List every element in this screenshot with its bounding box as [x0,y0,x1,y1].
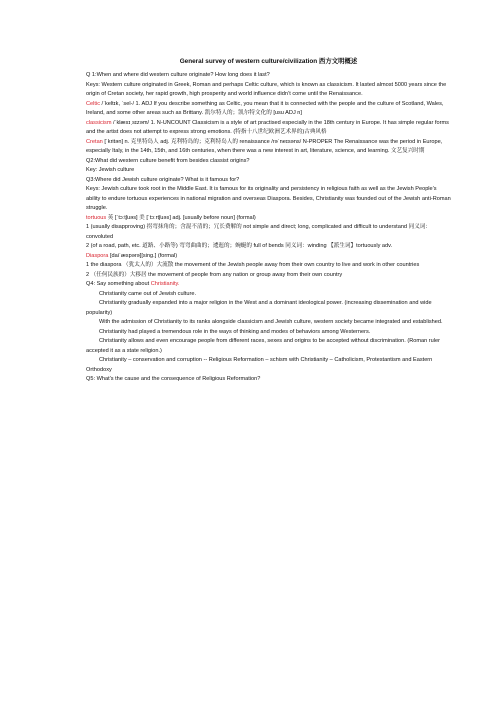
def-classicism: /ˈklæsɪˌsɪzəm/ 1. N-UNCOUNT Classicism is a style of art practised especially in the 18th century in Europe. It has simple regular forms and the artist does not attempt to express strong emotions. (特指十八世纪欧洲艺术界的)古典风格 [86,119,449,135]
term-classicism: classicism [86,119,112,126]
question-1: Q 1:When and where did western culture originate? How long does it last? [86,72,270,78]
answer-2: Key: Jewish culture [86,167,135,173]
question-2: Q2:What did western culture benefit from besides classist origins? [86,157,250,164]
def-celtic: /ˈkeltɪk, ˈsel-/ 1. ADJ If you describe something as Celtic, you mean that it is connected with the people and the culture of Scotland, Wales, Ireland, and some other areas such as Brittany. 凯尔特人的；凯尔特文化的 [usu ADJ n] [86,100,444,116]
christianity-point-5: Christianity allows and even encourage people from different races, sexes and origins to be accepted without discrimination. (Roman ruler accepted it as a state religion.) [86,338,440,354]
christianity-point-2: Christianity gradually expanded into a major religion in the West and a dominant ideological power. (increasing dissemination and wide popularity) [86,300,432,316]
question-3: Q3:Where did Jewish culture originate? What is it famous for? [86,176,240,183]
christianity-point-1: Christianity came out of Jewish culture. [99,290,196,297]
diaspora-sense-2: 2 （任何民族的）大移居 the movement of people from any nation or group away from their own country [86,271,343,278]
term-christianity: Christianity. [150,281,180,287]
def-cretan: [ˈkritən] n. 克里特岛人 adj. 克利特岛的；克利特岛人的 renaissance /rəˈneɪsəns/ N-PROPER The Renaissance was the period in Europe, especially Italy, in the 14th, 15th, and 16th centuries, when there was a new interest in art, literature, science, and learning. 文艺复兴时期 [86,138,443,154]
document-title: General survey of western culture/civilization 西方文明概述 [179,58,358,65]
term-tortuous: tortuous [86,214,107,221]
gloss-classicism [86,119,451,138]
pron-diaspora: [daiˈæspərə][sing.] (formal) [108,252,178,259]
diaspora-sense-1: 1 the diaspora （犹太人的）大流散 the movement of the Jewish people away from their own country to live and work in other countries [86,262,420,268]
christianity-point-6: Christianity – conservation and corruption -- Religious Reformation – schism with Christianity – Catholicism, Protestantism and Eastern Orthodoxy [86,357,433,373]
term-diaspora: Diaspora [86,252,109,259]
tortuous-sense-2: 2 (of a road, path, etc. 道路、小路等) 弯弯曲曲的；逶迤的；蜿蜒的 full of bends 同义词：winding 【派生词】tortuously adv. [86,243,393,249]
answer-1: Keys: Western culture originated in Greek, Roman and perhaps Celtic culture, which is known as classicism. It lasted almost 5000 years since the origin of Cretan society, her rapid growth, high prosperity and world influence didn’t come until the Renaissance. [86,81,447,97]
question-4-text: Q4: Say something about [86,281,151,287]
term-cretan: Cretan [86,138,103,145]
question-5: Q5: What’s the cause and the consequence of Religious Reformation? [86,376,261,382]
gloss-celtic [86,100,451,119]
pron-tortuous: 英 [ˈtɔːtʃuəs] 美 [ˈtɔːrtʃuəs] adj. [usually before noun] (formal) [106,214,256,221]
gloss-cretan [86,138,451,157]
term-celtic: Celtic [86,100,100,107]
answer-3: Keys: Jewish culture took root in the Middle East. It is famous for its originality and persistency in religious faith as well as the Jewish People’s ability to endure tortuous experiences in national migration and overseas Diaspora. Besides, Christianity was founded out of the Jewish anti-Roman struggle. [86,186,451,211]
gloss-tortuous [86,214,451,224]
christianity-point-4: Christianity had played a tremendous role in the ways of thinking and modes of behaviors among Westerners. [99,328,371,335]
christianity-point-3: With the admission of Christianity to its ranks alongside classicism and Jewish culture, western society became integrated and established. [99,319,443,325]
tortuous-sense-1: 1 (usually disapproving) 拐弯抹角的；含混不清的；冗长费解的 not simple and direct; long, complicated and difficult to understand 同义词： convoluted [86,224,431,240]
question-4 [86,280,451,290]
gloss-diaspora [86,252,451,262]
